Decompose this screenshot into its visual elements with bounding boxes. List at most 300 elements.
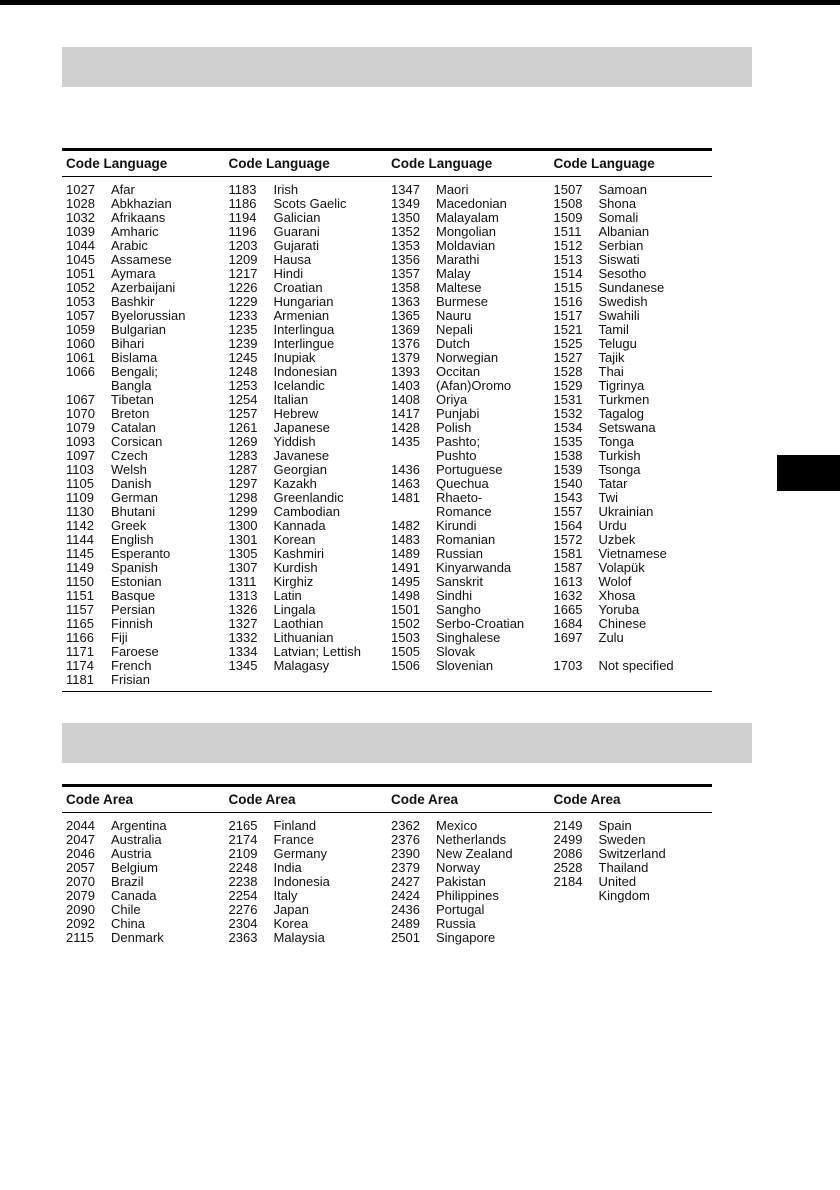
table-row [391, 889, 550, 903]
table-column [387, 183, 550, 687]
table-row [229, 337, 388, 351]
table-row [66, 211, 225, 225]
area-columns [62, 813, 712, 945]
code-cell: 2304 [228, 916, 258, 931]
name-cell: Croatian [273, 280, 323, 295]
code-cell: 1463 [391, 476, 420, 491]
name-cell: Korea [273, 916, 309, 931]
code-cell: 2424 [391, 888, 420, 903]
name-cell: Interlingue [273, 336, 335, 351]
table-row [229, 603, 388, 617]
code-cell: 1044 [66, 238, 95, 253]
table-row [391, 309, 550, 323]
code-cell: 1307 [228, 560, 258, 575]
code-cell: 1369 [391, 322, 420, 337]
table-row [391, 239, 550, 253]
name-cell: France [273, 832, 314, 847]
table-row [391, 351, 550, 365]
code-cell: 2436 [391, 902, 420, 917]
code-cell: 2149 [553, 818, 583, 833]
name-cell: Burmese [436, 294, 489, 309]
name-cell: French [111, 658, 152, 673]
name-cell: Catalan [111, 420, 156, 435]
table-row [66, 463, 225, 477]
code-cell: 1613 [553, 574, 583, 589]
table-column [62, 183, 225, 687]
table-row [66, 631, 225, 645]
table-row [554, 351, 713, 365]
table-row [391, 393, 550, 407]
table-row [66, 309, 225, 323]
name-cell: Kirghiz [273, 574, 314, 589]
code-cell: 2079 [66, 888, 95, 903]
name-cell: Esperanto [111, 546, 171, 561]
name-cell: Hindi [273, 266, 304, 281]
code-cell: 1495 [391, 574, 420, 589]
code-cell: 1538 [553, 448, 583, 463]
code-cell: 1181 [66, 672, 94, 687]
table-row [554, 281, 713, 295]
name-cell: Austria [111, 846, 152, 861]
name-cell: Sundanese [598, 280, 665, 295]
name-cell: Amharic [111, 224, 159, 239]
name-cell: Belgium [111, 860, 158, 875]
table-row [391, 575, 550, 589]
name-cell: Canada [111, 888, 157, 903]
table-row [554, 407, 713, 421]
table-row [554, 547, 713, 561]
table-row [391, 491, 550, 505]
table-row [229, 875, 388, 889]
code-cell: 2528 [553, 860, 583, 875]
name-cell: Sangho [436, 602, 481, 617]
code-cell: 1531 [553, 392, 583, 407]
table-row [66, 421, 225, 435]
code-cell: 2109 [228, 846, 258, 861]
name-cell: Punjabi [436, 406, 480, 421]
name-cell: Slovenian [436, 658, 494, 673]
table-row [391, 617, 550, 631]
code-cell: 1503 [391, 630, 420, 645]
name-cell: Arabic [111, 238, 148, 253]
table-row [391, 449, 550, 463]
name-cell: Urdu [598, 518, 627, 533]
name-cell: Quechua [436, 476, 489, 491]
code-cell: 1254 [228, 392, 258, 407]
code-cell: 1157 [66, 602, 94, 617]
name-cell: China [111, 916, 145, 931]
name-cell: Romanian [436, 532, 496, 547]
name-cell: Sweden [598, 832, 646, 847]
code-cell: 1502 [391, 616, 420, 631]
table-row [66, 267, 225, 281]
name-cell: Tajik [598, 350, 625, 365]
code-cell: 2390 [391, 846, 420, 861]
code-cell: 1166 [66, 630, 94, 645]
table-row [554, 491, 713, 505]
table-row [229, 435, 388, 449]
table-row [66, 819, 225, 833]
code-cell: 1052 [66, 280, 95, 295]
table-row [66, 407, 225, 421]
name-cell: Turkish [598, 448, 641, 463]
table-row [391, 295, 550, 309]
name-cell: German [111, 490, 158, 505]
code-cell: 2184 [553, 874, 583, 889]
code-cell: 1345 [228, 658, 258, 673]
name-cell: Bulgarian [111, 322, 166, 337]
table-row [554, 589, 713, 603]
table-row [229, 253, 388, 267]
table-row [66, 673, 225, 687]
code-cell: 1045 [66, 252, 95, 267]
code-cell: 2165 [228, 818, 258, 833]
code-cell: 1564 [553, 518, 583, 533]
code-cell: 1297 [228, 476, 258, 491]
name-cell: Russian [436, 546, 483, 561]
table-row [391, 225, 550, 239]
table-row [66, 323, 225, 337]
code-cell: 1300 [228, 518, 258, 533]
code-cell: 1572 [553, 532, 583, 547]
name-cell: Fiji [111, 630, 128, 645]
code-cell [391, 449, 436, 463]
code-cell: 1379 [391, 350, 420, 365]
code-cell: 1417 [391, 406, 420, 421]
table-row [229, 267, 388, 281]
name-cell: Chinese [598, 616, 647, 631]
table-row [554, 561, 713, 575]
table-row [66, 435, 225, 449]
code-cell: 1283 [228, 448, 258, 463]
table-row [229, 295, 388, 309]
code-cell: 1513 [553, 252, 583, 267]
name-cell: Malaysia [273, 930, 325, 945]
table-row [391, 861, 550, 875]
name-cell: Turkmen [598, 392, 650, 407]
table-row [66, 393, 225, 407]
table-row [391, 407, 550, 421]
code-cell: 1067 [66, 392, 95, 407]
table-row [66, 833, 225, 847]
table-row [66, 617, 225, 631]
code-cell: 1543 [553, 490, 583, 505]
table-row [229, 365, 388, 379]
table-row [229, 407, 388, 421]
table-row [66, 519, 225, 533]
table-row [229, 421, 388, 435]
column-header: Code Language [553, 156, 655, 171]
column-header: Code Language [228, 156, 330, 171]
code-cell: 2379 [391, 860, 420, 875]
area-code-table [62, 784, 712, 945]
name-cell: Kannada [273, 518, 326, 533]
code-cell: 2362 [391, 818, 420, 833]
name-cell: Not specified [598, 658, 674, 673]
name-cell: Portuguese [436, 462, 503, 477]
code-cell: 1203 [228, 238, 258, 253]
name-cell: Setswana [598, 420, 656, 435]
name-cell: Mexico [436, 818, 478, 833]
name-cell: Telugu [598, 336, 637, 351]
code-cell: 1061 [66, 350, 95, 365]
code-cell: 1334 [228, 644, 258, 659]
code-cell: 1066 [66, 364, 95, 379]
code-cell: 2047 [66, 832, 95, 847]
code-cell: 1539 [553, 462, 583, 477]
table-row [66, 225, 225, 239]
code-cell: 1435 [391, 434, 420, 449]
code-cell [554, 889, 599, 903]
code-cell: 1209 [228, 252, 258, 267]
code-cell: 1028 [66, 196, 95, 211]
table-row [554, 337, 713, 351]
code-cell: 1358 [391, 280, 420, 295]
table-row [554, 323, 713, 337]
name-cell: Byelorussian [111, 308, 186, 323]
table-row [554, 239, 713, 253]
table-column [225, 183, 388, 687]
table-row [66, 477, 225, 491]
code-cell: 2174 [228, 832, 258, 847]
table-row [66, 589, 225, 603]
table-row [229, 861, 388, 875]
name-cell: Shona [598, 196, 637, 211]
name-cell: Spain [598, 818, 632, 833]
name-cell: Chile [111, 902, 141, 917]
table-row [554, 631, 713, 645]
name-cell: Vietnamese [598, 546, 667, 561]
name-cell: Kirundi [436, 518, 477, 533]
code-cell: 1079 [66, 420, 95, 435]
table-row [391, 875, 550, 889]
name-cell: Sanskrit [436, 574, 483, 589]
name-cell: Indonesian [273, 364, 338, 379]
code-cell: 2046 [66, 846, 95, 861]
code-cell: 1053 [66, 294, 95, 309]
name-cell: Ukrainian [598, 504, 654, 519]
table-row [66, 903, 225, 917]
table-row [554, 603, 713, 617]
code-cell: 1196 [228, 224, 257, 239]
code-cell: 1509 [553, 210, 583, 225]
name-cell: Hungarian [273, 294, 334, 309]
table-row [554, 659, 713, 673]
table-row [229, 631, 388, 645]
table-row [554, 449, 713, 463]
code-cell: 1186 [228, 196, 257, 211]
name-cell: Icelandic [273, 378, 325, 393]
column-header: Code Language [66, 156, 168, 171]
table-row [391, 365, 550, 379]
code-cell: 1529 [553, 378, 583, 393]
name-cell: Germany [273, 846, 327, 861]
table-row [66, 875, 225, 889]
name-cell: Japan [273, 902, 309, 917]
code-cell: 1436 [391, 462, 420, 477]
code-cell: 1248 [228, 364, 258, 379]
name-cell: Japanese [273, 420, 330, 435]
name-cell: Greek [111, 518, 147, 533]
code-cell: 1039 [66, 224, 95, 239]
table-column [550, 819, 713, 945]
name-cell: Guarani [273, 224, 320, 239]
table-row [229, 491, 388, 505]
table-row [66, 659, 225, 673]
table-row [391, 435, 550, 449]
table-row [66, 253, 225, 267]
table-row [66, 183, 225, 197]
name-cell: Marathi [436, 252, 480, 267]
code-cell: 1032 [66, 210, 95, 225]
code-cell: 1428 [391, 420, 420, 435]
code-cell: 1353 [391, 238, 420, 253]
name-cell: Afar [111, 182, 135, 197]
name-cell: Oriya [436, 392, 468, 407]
name-cell: Portugal [436, 902, 485, 917]
table-row [229, 225, 388, 239]
code-cell: 1226 [228, 280, 258, 295]
code-cell: 2238 [228, 874, 258, 889]
code-cell: 1059 [66, 322, 95, 337]
table-row [66, 505, 225, 519]
code-cell: 2092 [66, 916, 95, 931]
code-cell: 1527 [553, 350, 583, 365]
name-cell: Argentina [111, 818, 167, 833]
table-row [554, 505, 713, 519]
name-cell: Greenlandic [273, 490, 344, 505]
name-cell: Dutch [436, 336, 470, 351]
name-cell: Welsh [111, 462, 147, 477]
code-cell: 1684 [553, 616, 583, 631]
name-cell: Faroese [111, 644, 159, 659]
name-cell: Lingala [273, 602, 316, 617]
code-cell: 1051 [66, 266, 95, 281]
code-cell: 1525 [553, 336, 583, 351]
table-row [229, 323, 388, 337]
language-code-table [62, 148, 712, 692]
table-row [66, 491, 225, 505]
code-cell: 1516 [553, 294, 583, 309]
code-cell: 1233 [228, 308, 258, 323]
code-cell: 1151 [66, 588, 94, 603]
code-cell: 1060 [66, 336, 95, 351]
code-cell: 1301 [228, 532, 258, 547]
area-section-banner [62, 723, 752, 763]
table-row [554, 861, 713, 875]
name-cell: Kazakh [273, 476, 317, 491]
table-row [391, 281, 550, 295]
code-cell: 1376 [391, 336, 420, 351]
name-cell: India [273, 860, 302, 875]
table-row [391, 463, 550, 477]
code-cell: 1481 [391, 490, 420, 505]
name-cell: Hausa [273, 252, 312, 267]
table-row [229, 889, 388, 903]
table-row [391, 833, 550, 847]
table-row [554, 183, 713, 197]
code-cell: 2499 [553, 832, 583, 847]
table-row [229, 183, 388, 197]
table-row [391, 253, 550, 267]
name-cell: Malagasy [273, 658, 330, 673]
code-cell: 1532 [553, 406, 583, 421]
table-row [229, 351, 388, 365]
table-row [229, 547, 388, 561]
code-cell: 1149 [66, 560, 94, 575]
code-cell: 1171 [66, 644, 94, 659]
name-cell: Armenian [273, 308, 330, 323]
column-header: Code Area [391, 792, 459, 807]
table-row [229, 645, 388, 659]
name-cell: Nepali [436, 322, 473, 337]
table-row [229, 589, 388, 603]
code-cell: 1498 [391, 588, 420, 603]
code-cell: 1512 [553, 238, 583, 253]
name-cell: Kashmiri [273, 546, 325, 561]
code-cell: 1097 [66, 448, 95, 463]
code-cell: 1393 [391, 364, 420, 379]
code-cell: 1305 [228, 546, 258, 561]
name-cell: Mongolian [436, 224, 496, 239]
name-cell: Tibetan [111, 392, 154, 407]
table-row [229, 917, 388, 931]
table-row [229, 903, 388, 917]
code-cell: 2044 [66, 818, 95, 833]
table-row [229, 833, 388, 847]
table-row [554, 875, 713, 889]
code-cell: 1507 [553, 182, 583, 197]
name-cell: Malay [436, 266, 471, 281]
table-row [391, 659, 550, 673]
code-cell: 1540 [553, 476, 583, 491]
name-cell: Tatar [598, 476, 628, 491]
code-cell: 1356 [391, 252, 420, 267]
name-cell: Breton [111, 406, 150, 421]
name-cell: (Afan)Oromo [436, 378, 512, 393]
code-cell: 1632 [553, 588, 583, 603]
name-cell: Russia [436, 916, 476, 931]
table-row [229, 379, 388, 393]
code-cell [391, 505, 436, 519]
name-cell: Bhutani [111, 504, 156, 519]
name-cell: Corsican [111, 434, 163, 449]
table-row [391, 505, 550, 519]
code-cell: 1070 [66, 406, 95, 421]
table-row [391, 533, 550, 547]
table-row [66, 449, 225, 463]
table-row [391, 547, 550, 561]
table-row [229, 309, 388, 323]
code-cell: 1326 [228, 602, 258, 617]
name-cell: Tigrinya [598, 378, 645, 393]
name-cell: Denmark [111, 930, 164, 945]
name-cell: Estonian [111, 574, 162, 589]
name-cell: Abkhazian [111, 196, 172, 211]
table-row [554, 575, 713, 589]
name-cell: Swedish [598, 294, 648, 309]
name-cell: Tonga [598, 434, 634, 449]
table-row [66, 197, 225, 211]
table-row [554, 833, 713, 847]
table-row [391, 631, 550, 645]
code-cell: 1491 [391, 560, 420, 575]
table-row [391, 197, 550, 211]
code-cell: 1332 [228, 630, 258, 645]
table-column [550, 183, 713, 687]
code-cell [554, 645, 599, 659]
code-cell: 2363 [228, 930, 258, 945]
